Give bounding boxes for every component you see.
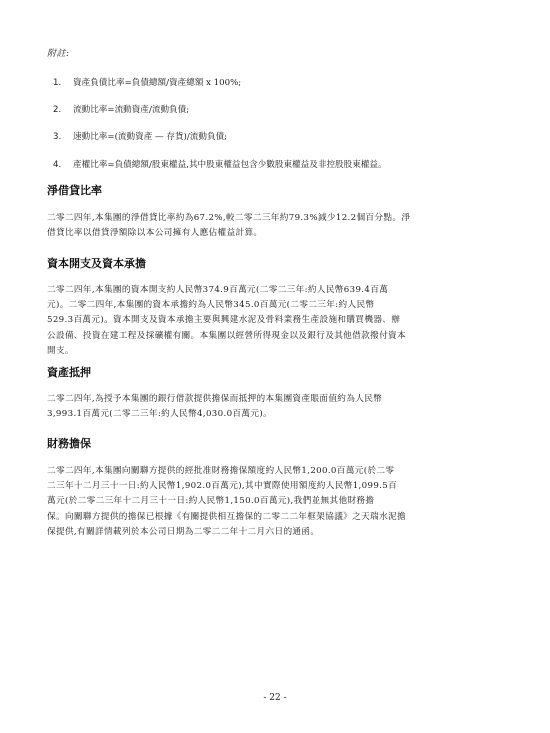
paragraph-line: 二零二四年,為授予本集團的銀行借款提供擔保而抵押的本集團資產賬面值約為人民幣 bbox=[47, 394, 383, 404]
paragraph-line: 529.3百萬元)。資本開支及資本承擔主要與興建水泥及骨料業務生產設施和購買機器、辦 bbox=[47, 315, 401, 326]
note-number: 3. bbox=[53, 132, 62, 142]
paragraph-line: 二零二四年,本集團的淨借貸比率約為67.2%,較二零二三年約79.3%減少12.2個百分點。淨 bbox=[47, 213, 411, 223]
section-paragraph bbox=[47, 464, 505, 540]
section-paragraph bbox=[47, 283, 505, 359]
paragraph-line: 公設備、投資在建工程及採礦權有關。本集團以經營所得現金以及銀行及其他借款撥付資本 bbox=[47, 330, 407, 341]
paragraph-line: 借貸比率以借貸淨額除以本公司擁有人應佔權益計算。 bbox=[47, 228, 263, 239]
section-heading-guarantee: 財務擔保 bbox=[47, 437, 91, 450]
paragraph-line: 萬元(於二零二三年十二月三十一日:約人民幣1,150.0百萬元),我們並無其他財務擔 bbox=[47, 496, 375, 507]
paragraph-line: 二零二四年,本集團向關聯方提供的經批准財務擔保額度約人民幣1,200.0百萬元(於二零 bbox=[47, 466, 395, 476]
section-heading-net-gearing: 淨借貸比率 bbox=[47, 184, 102, 197]
notes-label: 附註: bbox=[47, 49, 70, 59]
paragraph-line: 元)。二零二四年,本集團的資本承擔約為人民幣345.0百萬元(二零二三年:約人民幣 bbox=[47, 300, 375, 311]
note-number: 2. bbox=[53, 105, 62, 115]
paragraph-line: 開支。 bbox=[47, 345, 74, 356]
section-paragraph bbox=[47, 392, 505, 422]
note-item bbox=[53, 130, 227, 142]
note-item bbox=[53, 103, 189, 115]
paragraph-line: 保。向關聯方提供的擔保已根據《有關提供相互擔保的二零二二年框架協議》之天瑞水泥擔 bbox=[47, 511, 407, 522]
paragraph-line: 二零二四年,本集團的資本開支約人民幣374.9百萬元(二零二三年:約人民幣639.4百萬 bbox=[47, 285, 389, 295]
note-item bbox=[53, 158, 387, 170]
note-number: 4. bbox=[53, 160, 62, 170]
section-heading-capex: 資本開支及資本承擔 bbox=[47, 257, 146, 270]
note-text: 資產負債比率=負債總額/資產總額 x 100%; bbox=[73, 78, 242, 88]
note-text: 流動比率=流動資產/流動負債; bbox=[73, 105, 190, 115]
paragraph-line: 3,993.1百萬元(二零二三年:約人民幣4,030.0百萬元)。 bbox=[47, 409, 273, 420]
section-paragraph bbox=[47, 211, 505, 241]
note-text: 產權比率=負債總額/股東權益,其中股東權益包含少數股東權益及非控股股東權益。 bbox=[73, 160, 387, 170]
paragraph-line: 二三年十二月三十一日:約人民幣1,902.0百萬元),其中實際使用額度約人民幣1,099.5百 bbox=[47, 481, 398, 492]
note-text: 速動比率=(流動資產 — 存貨)/流動負債; bbox=[73, 132, 228, 142]
page-number: - 22 - bbox=[263, 693, 287, 703]
paragraph-line: 保提供,有關詳情載列於本公司日期為二零二二年十二月六日的通函。 bbox=[47, 526, 320, 537]
note-number: 1. bbox=[53, 78, 62, 88]
note-item bbox=[53, 76, 241, 88]
section-heading-pledge: 資產抵押 bbox=[47, 366, 91, 379]
